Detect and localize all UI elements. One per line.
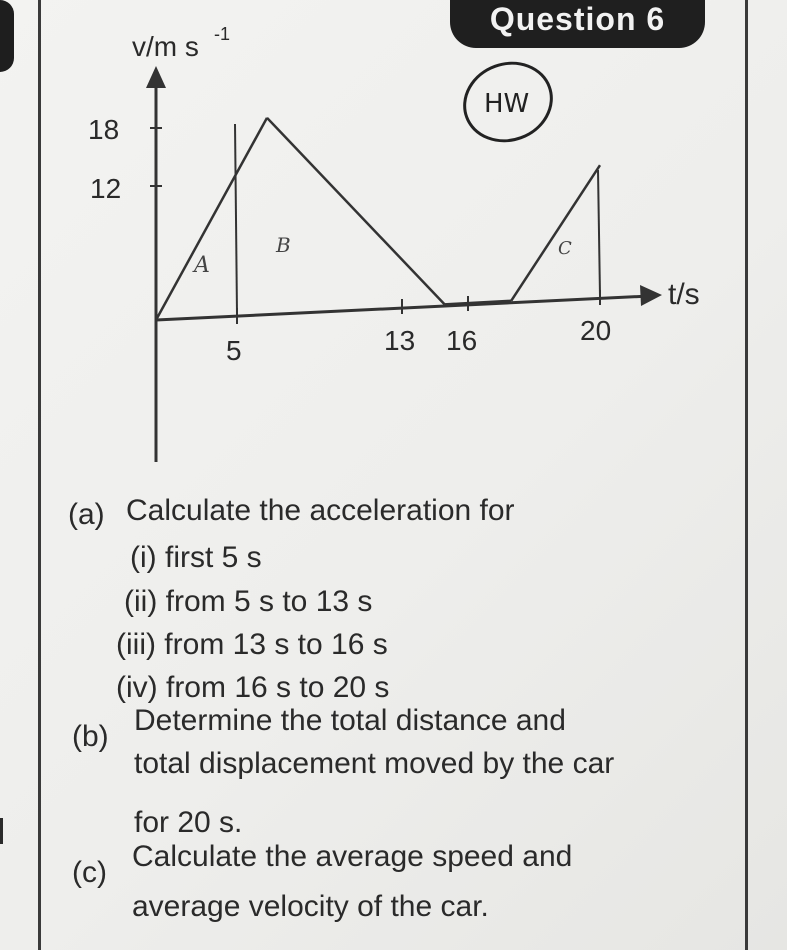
y-tick-label-12: 12	[90, 173, 122, 204]
question-a-label: (a)	[68, 498, 105, 531]
x-tick-label-5: 5	[226, 335, 242, 366]
margin-mark	[0, 818, 3, 844]
y-axis-arrow	[146, 66, 166, 88]
question-a-item-3: (iii) from 13 s to 16 s	[116, 628, 388, 661]
question-a-item-4: (iv) from 16 s to 20 s	[116, 671, 390, 704]
y-axis-exponent: -1	[214, 24, 231, 44]
region-label-a: A	[194, 253, 210, 278]
x-tick-label-16: 16	[446, 325, 478, 356]
velocity-segment	[511, 165, 600, 301]
question-badge-label: Question 6	[489, 1, 666, 37]
y-axis-label: v/m s	[132, 31, 199, 62]
divider-at-20s	[598, 170, 600, 296]
velocity-time-graph	[0, 0, 787, 470]
velocity-segment	[156, 118, 267, 320]
question-a-item-2: (ii) from 5 s to 13 s	[124, 585, 373, 618]
question-b-line-3: for 20 s.	[134, 806, 243, 839]
region-label-c: C	[558, 238, 572, 259]
hw-note: HW	[484, 89, 530, 119]
question-c-line-1: Calculate the average speed and	[132, 840, 573, 873]
question-b-line-1: Determine the total distance and	[134, 704, 566, 737]
question-a-text: Calculate the acceleration for	[126, 494, 515, 527]
question-c-line-2: average velocity of the car.	[132, 890, 489, 923]
x-tick-label-20: 20	[580, 315, 612, 346]
question-b-line-2: total displacement moved by the car	[134, 747, 615, 780]
velocity-segment	[267, 118, 445, 305]
x-tick-label-13: 13	[384, 325, 416, 356]
x-axis-label: t/s	[668, 278, 700, 311]
x-axis-arrow	[640, 285, 662, 306]
velocity-series	[156, 118, 600, 320]
region-label-b: B	[276, 233, 291, 257]
question-a-item-1: (i) first 5 s	[130, 541, 262, 574]
divider-at-5s	[235, 124, 237, 314]
question-c-label: (c)	[72, 856, 107, 889]
question-b-label: (b)	[72, 720, 109, 753]
y-tick-label-18: 18	[88, 114, 120, 145]
